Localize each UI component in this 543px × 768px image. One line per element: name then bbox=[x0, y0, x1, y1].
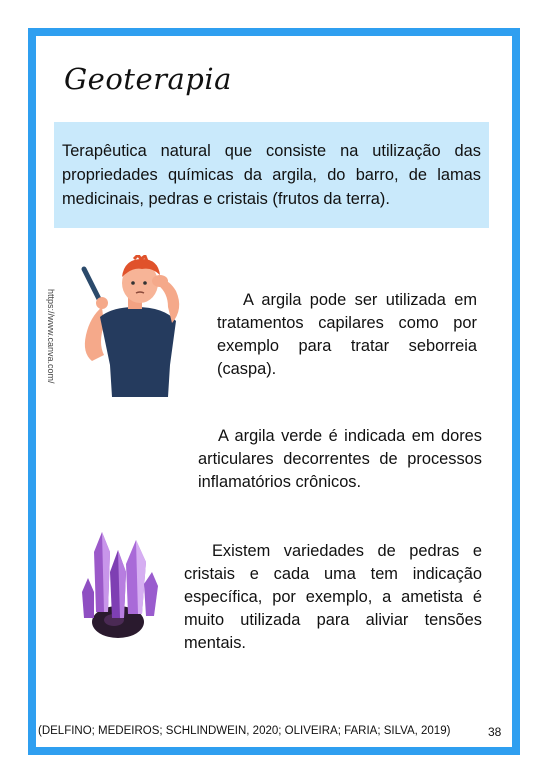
person-scratching-head-illustration bbox=[72, 255, 202, 400]
page-number: 38 bbox=[488, 725, 502, 739]
paragraph-argila-verde: A argila verde é indicada em dores articulares decorrentes de processos inflamatórios crônicos. bbox=[198, 427, 482, 491]
definition-text: Terapêutica natural que consiste na utilização das propriedades químicas da argila, do barro, de lamas medicinais, pedras e cristais (frutos da terra). bbox=[62, 142, 481, 208]
citation: (DELFINO; MEDEIROS; SCHLINDWEIN, 2020; OLIVEIRA; FARIA; SILVA, 2019) bbox=[38, 725, 451, 737]
paragraph-argila-capilar: A argila pode ser utilizada em tratamentos capilares como por exemplo para tratar seborreia (caspa). bbox=[217, 291, 477, 378]
definition-box bbox=[54, 122, 489, 228]
canva-watermark: https://www.canva.com/ bbox=[46, 289, 56, 384]
amethyst-crystal-illustration bbox=[80, 522, 160, 642]
page-title: Geoterapia bbox=[64, 62, 232, 96]
paragraph-pedras-cristais: Existem variedades de pedras e cristais e cada uma tem indicação específica, por exemplo, a ametista é muito utilizada para aliviar tensões mentais. bbox=[184, 542, 482, 652]
